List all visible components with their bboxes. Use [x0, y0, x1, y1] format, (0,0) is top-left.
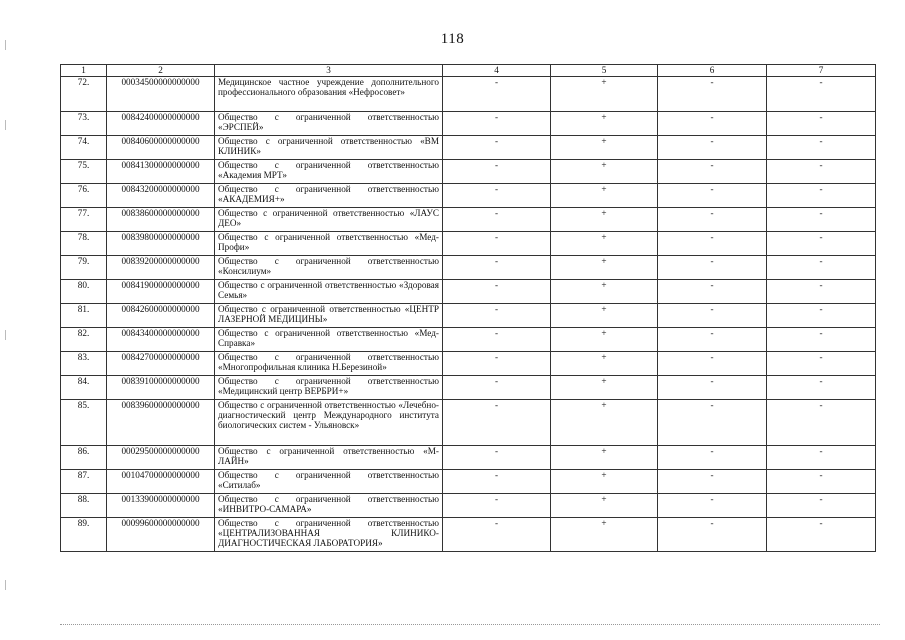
column-header: 5 — [551, 65, 658, 77]
column-4-mark: - — [443, 160, 551, 184]
organization-name: Общество с ограниченной ответственностью «АКАДЕМИЯ+» — [215, 184, 443, 208]
table-row — [61, 328, 876, 352]
column-6-mark: - — [658, 136, 767, 160]
row-number: 89. — [61, 518, 107, 552]
column-header: 6 — [658, 65, 767, 77]
registry-code: 00839100000000000 — [107, 376, 215, 400]
column-4-mark: - — [443, 376, 551, 400]
column-7-mark: - — [767, 470, 876, 494]
table-row — [61, 112, 876, 136]
column-4-mark: - — [443, 184, 551, 208]
registry-code: 00838600000000000 — [107, 208, 215, 232]
table-body — [61, 77, 876, 552]
column-6-mark: - — [658, 232, 767, 256]
column-5-mark: + — [551, 470, 658, 494]
row-number: 80. — [61, 280, 107, 304]
table-row — [61, 304, 876, 328]
column-header: 3 — [215, 65, 443, 77]
registry-code: 00843400000000000 — [107, 328, 215, 352]
column-6-mark: - — [658, 160, 767, 184]
column-7-mark: - — [767, 328, 876, 352]
column-6-mark: - — [658, 446, 767, 470]
column-6-mark: - — [658, 400, 767, 446]
column-header: 7 — [767, 65, 876, 77]
column-6-mark: - — [658, 518, 767, 552]
column-7-mark: - — [767, 112, 876, 136]
column-4-mark: - — [443, 352, 551, 376]
column-7-mark: - — [767, 352, 876, 376]
column-7-mark: - — [767, 232, 876, 256]
registry-code: 00034500000000000 — [107, 77, 215, 112]
registry-code: 00842400000000000 — [107, 112, 215, 136]
column-5-mark: + — [551, 208, 658, 232]
column-7-mark: - — [767, 518, 876, 552]
registry-table — [60, 64, 876, 552]
table-row — [61, 77, 876, 112]
column-6-mark: - — [658, 328, 767, 352]
column-6-mark: - — [658, 494, 767, 518]
organization-name: Медицинское частное учреждение дополнительного профессионального образования «Нефросовет» — [215, 77, 443, 112]
scan-edge-mark — [5, 580, 6, 590]
column-7-mark: - — [767, 77, 876, 112]
column-6-mark: - — [658, 256, 767, 280]
table-row — [61, 184, 876, 208]
column-6-mark: - — [658, 208, 767, 232]
column-4-mark: - — [443, 518, 551, 552]
organization-name: Общество с ограниченной ответственностью «Ситилаб» — [215, 470, 443, 494]
column-5-mark: + — [551, 256, 658, 280]
column-4-mark: - — [443, 77, 551, 112]
scan-edge-mark — [5, 330, 6, 340]
row-number: 76. — [61, 184, 107, 208]
row-number: 88. — [61, 494, 107, 518]
table-row — [61, 352, 876, 376]
column-5-mark: + — [551, 77, 658, 112]
column-5-mark: + — [551, 160, 658, 184]
row-number: 77. — [61, 208, 107, 232]
column-5-mark: + — [551, 376, 658, 400]
registry-code: 00841300000000000 — [107, 160, 215, 184]
row-number: 73. — [61, 112, 107, 136]
organization-name: Общество с ограниченной ответственностью «ЛАУС ДЕО» — [215, 208, 443, 232]
registry-code: 00842700000000000 — [107, 352, 215, 376]
column-7-mark: - — [767, 136, 876, 160]
organization-name: Общество с ограниченной ответственностью «М-ЛАЙН» — [215, 446, 443, 470]
column-5-mark: + — [551, 280, 658, 304]
column-5-mark: + — [551, 352, 658, 376]
column-7-mark: - — [767, 494, 876, 518]
column-4-mark: - — [443, 208, 551, 232]
column-7-mark: - — [767, 304, 876, 328]
organization-name: Общество с ограниченной ответственностью «Здоровая Семья» — [215, 280, 443, 304]
page-bottom-line — [60, 624, 880, 626]
column-5-mark: + — [551, 446, 658, 470]
column-4-mark: - — [443, 446, 551, 470]
row-number: 81. — [61, 304, 107, 328]
table-row — [61, 280, 876, 304]
column-5-mark: + — [551, 184, 658, 208]
registry-code: 00133900000000000 — [107, 494, 215, 518]
column-number-row — [61, 65, 876, 77]
table-row — [61, 136, 876, 160]
organization-name: Общество с ограниченной ответственностью «Мед-Профи» — [215, 232, 443, 256]
column-6-mark: - — [658, 184, 767, 208]
column-7-mark: - — [767, 280, 876, 304]
organization-name: Общество с ограниченной ответственностью «Многопрофильная клиника Н.Березиной» — [215, 352, 443, 376]
column-6-mark: - — [658, 280, 767, 304]
column-6-mark: - — [658, 77, 767, 112]
organization-name: Общество с ограниченной ответственностью «Консилиум» — [215, 256, 443, 280]
table-row — [61, 470, 876, 494]
table-row — [61, 400, 876, 446]
column-5-mark: + — [551, 304, 658, 328]
registry-code: 00839600000000000 — [107, 400, 215, 446]
organization-name: Общество с ограниченной ответственностью «Медицинский центр ВЕРБРИ+» — [215, 376, 443, 400]
column-7-mark: - — [767, 208, 876, 232]
organization-name: Общество с ограниченной ответственностью «Мед-Справка» — [215, 328, 443, 352]
row-number: 87. — [61, 470, 107, 494]
column-4-mark: - — [443, 256, 551, 280]
row-number: 72. — [61, 77, 107, 112]
column-5-mark: + — [551, 518, 658, 552]
column-5-mark: + — [551, 494, 658, 518]
column-6-mark: - — [658, 352, 767, 376]
table-row — [61, 160, 876, 184]
table-row — [61, 376, 876, 400]
registry-code: 00839200000000000 — [107, 256, 215, 280]
column-5-mark: + — [551, 400, 658, 446]
column-4-mark: - — [443, 232, 551, 256]
organization-name: Общество с ограниченной ответственностью «ЦЕНТР ЛАЗЕРНОЙ МЕДИЦИНЫ» — [215, 304, 443, 328]
column-4-mark: - — [443, 304, 551, 328]
column-4-mark: - — [443, 136, 551, 160]
column-7-mark: - — [767, 376, 876, 400]
organization-name: Общество с ограниченной ответственностью «ЦЕНТРАЛИЗОВАННАЯ КЛИНИКО-ДИАГНОСТИЧЕСКАЯ ЛАБОРАТОРИЯ» — [215, 518, 443, 552]
scan-edge-mark — [5, 120, 6, 130]
column-4-mark: - — [443, 470, 551, 494]
table-row — [61, 256, 876, 280]
column-6-mark: - — [658, 112, 767, 136]
row-number: 83. — [61, 352, 107, 376]
row-number: 85. — [61, 400, 107, 446]
registry-code: 00839800000000000 — [107, 232, 215, 256]
column-7-mark: - — [767, 256, 876, 280]
registry-code: 00843200000000000 — [107, 184, 215, 208]
row-number: 86. — [61, 446, 107, 470]
column-4-mark: - — [443, 400, 551, 446]
column-7-mark: - — [767, 400, 876, 446]
registry-code: 00099600000000000 — [107, 518, 215, 552]
column-5-mark: + — [551, 328, 658, 352]
column-7-mark: - — [767, 446, 876, 470]
column-4-mark: - — [443, 328, 551, 352]
table-row — [61, 208, 876, 232]
registry-code: 00841900000000000 — [107, 280, 215, 304]
column-header: 1 — [61, 65, 107, 77]
column-6-mark: - — [658, 470, 767, 494]
column-4-mark: - — [443, 280, 551, 304]
registry-code: 00842600000000000 — [107, 304, 215, 328]
row-number: 74. — [61, 136, 107, 160]
table-row — [61, 518, 876, 552]
column-6-mark: - — [658, 304, 767, 328]
table-row — [61, 446, 876, 470]
column-5-mark: + — [551, 136, 658, 160]
row-number: 79. — [61, 256, 107, 280]
column-header: 4 — [443, 65, 551, 77]
table-row — [61, 232, 876, 256]
column-4-mark: - — [443, 494, 551, 518]
table-row — [61, 494, 876, 518]
column-7-mark: - — [767, 160, 876, 184]
organization-name: Общество с ограниченной ответственностью «ВМ КЛИНИК» — [215, 136, 443, 160]
page-number: 118 — [440, 31, 465, 47]
column-header: 2 — [107, 65, 215, 77]
registry-code: 00029500000000000 — [107, 446, 215, 470]
column-6-mark: - — [658, 376, 767, 400]
column-5-mark: + — [551, 112, 658, 136]
organization-name: Общество с ограниченной ответственностью «Академия МРТ» — [215, 160, 443, 184]
organization-name: Общество с ограниченной ответственностью «Лечебно-диагностический центр Международного института биологических систем - Ульяновск» — [215, 400, 443, 446]
registry-code: 00104700000000000 — [107, 470, 215, 494]
row-number: 78. — [61, 232, 107, 256]
column-4-mark: - — [443, 112, 551, 136]
row-number: 82. — [61, 328, 107, 352]
row-number: 75. — [61, 160, 107, 184]
organization-name: Общество с ограниченной ответственностью «ЭРСПЕЙ» — [215, 112, 443, 136]
organization-name: Общество с ограниченной ответственностью «ИНВИТРО-САМАРА» — [215, 494, 443, 518]
column-5-mark: + — [551, 232, 658, 256]
column-7-mark: - — [767, 184, 876, 208]
row-number: 84. — [61, 376, 107, 400]
registry-code: 00840600000000000 — [107, 136, 215, 160]
